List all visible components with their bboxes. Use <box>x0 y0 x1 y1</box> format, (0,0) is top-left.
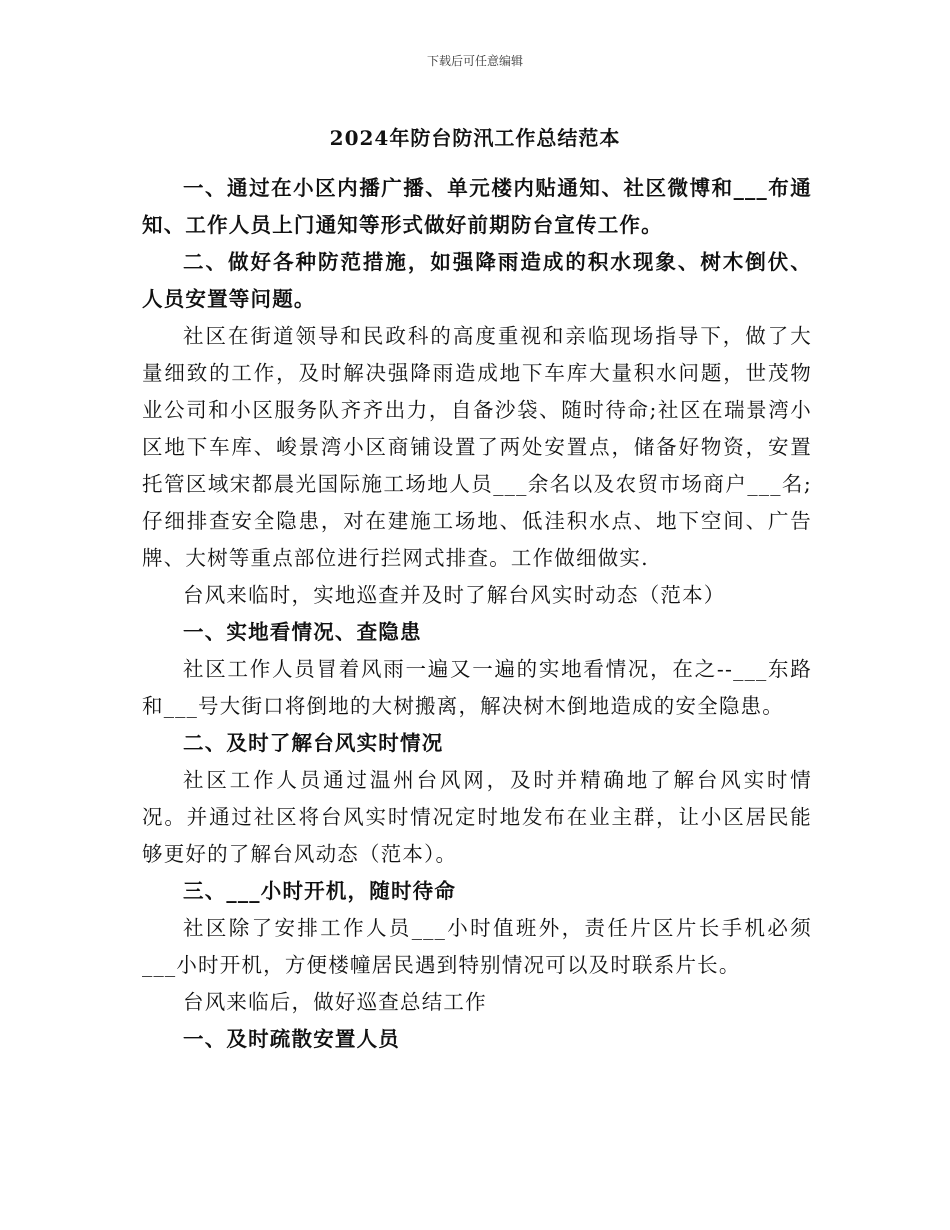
paragraph: 台风来临时，实地巡查并及时了解台风实时动态（范本） <box>183 583 726 607</box>
paragraph: 社区工作人员通过温州台风网，及时并精确地了解台风实时情况。并通过社区将台风实时情况定时地发布在业主群，让小区居民能够更好的了解台风动态（范本）。 <box>142 768 812 866</box>
paragraph: 台风来临后，做好巡查总结工作 <box>183 990 487 1014</box>
document-title: 2024年防台防汛工作总结范本 <box>329 126 621 150</box>
header-note: 下载后可任意编辑 <box>426 54 523 68</box>
paragraph: 二、及时了解台风实时情况 <box>183 731 444 755</box>
paragraph: 社区除了安排工作人员___小时值班外，责任片区片长手机必须___小时开机，方便楼幢居民遇到特别情况可以及时联系片长。 <box>142 916 812 977</box>
paragraph: 一、实地看情况、查隐患 <box>183 620 422 644</box>
document-body <box>142 170 812 1058</box>
paragraph: 社区在街道领导和民政科的高度重视和亲临现场指导下，做了大量细致的工作，及时解决强降雨造成地下车库大量积水问题，世茂物业公司和小区服务队齐齐出力，自备沙袋、随时待命;社区在瑞景湾小区地下车库、峻景湾小区商铺设置了两处安置点，储备好物资，安置托管区域宋都晨光国际施工场地人员___余名以及农贸市场商户___名;仔细排查安全隐患，对在建施工场地、低洼积水点、地下空间、广告牌、大树等重点部位进行拦网式排查。工作做细做实. <box>142 324 812 570</box>
paragraph: 二、做好各种防范措施，如强降雨造成的积水现象、树木倒伏、人员安置等问题。 <box>142 250 812 311</box>
paragraph: 三、___小时开机，随时待命 <box>183 879 457 903</box>
paragraph: 一、通过在小区内播广播、单元楼内贴通知、社区微博和___布通知、工作人员上门通知等形式做好前期防台宣传工作。 <box>142 176 812 237</box>
paragraph: 一、及时疏散安置人员 <box>183 1027 400 1051</box>
paragraph: 社区工作人员冒着风雨一遍又一遍的实地看情况，在之--___东路和___号大街口将倒地的大树搬离，解决树木倒地造成的安全隐患。 <box>142 657 812 718</box>
